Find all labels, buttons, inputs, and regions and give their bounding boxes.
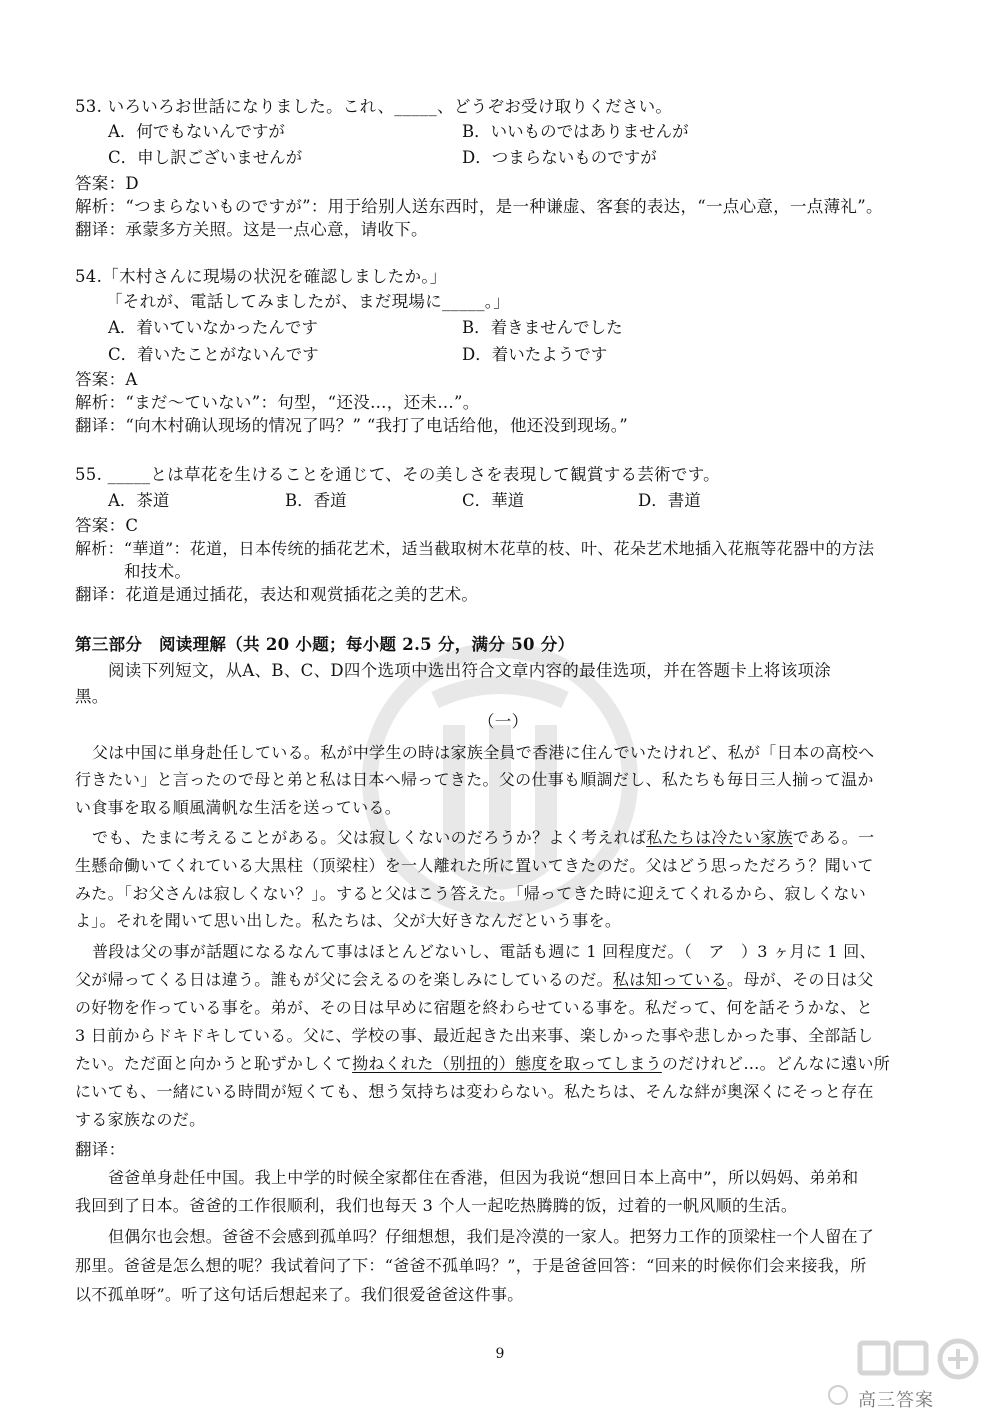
passage-p3-line-7: する家族なのだ。 bbox=[75, 1110, 206, 1129]
q55-answer: 答案：C bbox=[75, 516, 139, 535]
passage-p3-line-2-b: 。母が、その日は父 bbox=[727, 970, 874, 989]
passage-p3-line-5-b: のだけれど…。どんなに遠い所 bbox=[661, 1054, 891, 1073]
q55-option-a: A．茶道 bbox=[108, 491, 170, 510]
passage-p3-line-1: 普段は父の事が話題になるなんて事はほとんどないし、電話も週に 1 回程度だ。（ ア ）3 ヶ月に 1 回、 bbox=[92, 942, 876, 961]
passage-p2-line-4: よ」。それを聞いて思い出した。私たちは、父が大好きなんだという事を。 bbox=[75, 911, 622, 930]
q54-stem-2: 「それが、電話してみましたが、まだ現場に_____。」 bbox=[106, 292, 511, 311]
q53-answer: 答案：D bbox=[75, 174, 139, 193]
q54-stem-1: 54.「木村さんに現場の状況を確認しましたか。」 bbox=[75, 267, 447, 286]
q54-analysis: 解析：“まだ～ていない”：句型，“还没…，还未…”。 bbox=[75, 393, 480, 412]
underlined-phrase-i-know: 私は知っている bbox=[612, 970, 728, 989]
q53-analysis: 解析：“つまらないものですが”：用于给别人送东西时，是一种谦虚、客套的表达，“一点心意，一点薄礼”。 bbox=[75, 197, 883, 216]
q54-option-c: C．着いたことがないんです bbox=[108, 345, 319, 364]
passage-p1-line-3: い食事を取る順風満帆な生活を送っている。 bbox=[75, 798, 402, 817]
q53-option-a: A．何でもないんですが bbox=[108, 122, 285, 141]
q54-option-d: D．着いたようです bbox=[462, 345, 608, 364]
passage-p3-line-3: の好物を作っている事を。弟が、その日は早めに宿題を終わらせている事を。私だって、何を話そうかな、と bbox=[75, 998, 873, 1017]
passage-p3-line-2 bbox=[75, 969, 874, 991]
passage-p3-line-6: にいても、一緒にいる時間が短くても、想う気持ちは変わらない。私たちは、そんな絆が奥深くにそっと存在 bbox=[75, 1082, 874, 1101]
passage-p1-line-1: 父は中国に単身赴任している。私が中学生の時は家族全員で香港に住んでいたけれど、私が「日本の高校へ bbox=[92, 743, 875, 762]
q53-stem: 53. いろいろお世話になりました。これ、_____、どうぞお受け取りください。 bbox=[75, 97, 673, 116]
passage-p3-line-4: 3 日前からドキドキしている。父に、学校の事、最近起きた出来事、楽しかった事や悲しかった事、全部話し bbox=[75, 1026, 874, 1045]
q54-answer: 答案：A bbox=[75, 370, 138, 389]
passage-p2-line-1 bbox=[92, 827, 874, 849]
passage-p3-line-5-a: たい。ただ面と向かうと恥ずかしくて bbox=[75, 1054, 353, 1073]
translation-p2-line-2: 那里。爸爸是怎么想的呢？我试着问了下：“爸爸不孤单吗？”，于是爸爸回答：“回来的时候你们会来接我，所 bbox=[75, 1256, 867, 1275]
q53-option-d: D．つまらないものですが bbox=[462, 148, 657, 167]
part3-heading: 第三部分 阅读理解（共 20 小题；每小题 2.5 分，满分 50 分） bbox=[75, 635, 575, 654]
passage-p2-line-2: 生懸命働いてくれている大黒柱（顶梁柱）を一人離れた所に置いてきたのだ。父はどう思っただろう？聞いて bbox=[75, 856, 874, 875]
q55-stem: 55. _____とは草花を生けることを通じて、その美しさを表現して観賞する芸術です。 bbox=[75, 465, 720, 484]
part3-instruction-line-1: 阅读下列短文，从A、B、C、D四个选项中选出符合文章内容的最佳选项，并在答题卡上将该项涂 bbox=[108, 661, 832, 680]
q53-translation: 翻译：承蒙多方关照。这是一点心意，请收下。 bbox=[75, 220, 428, 239]
q55-translation: 翻译：花道是通过插花，表达和观赏插花之美的艺术。 bbox=[75, 585, 479, 604]
q55-option-b: B．香道 bbox=[285, 491, 347, 510]
translation-p2-line-3: 以不孤单呀”。听了这句话后想起来了。我们很爱爸爸这件事。 bbox=[75, 1285, 524, 1304]
passage-p2-line-1-a: でも、たまに考えることがある。父は寂しくないのだろうか？よく考えれば bbox=[92, 828, 647, 847]
q54-option-a: A．着いていなかったんです bbox=[108, 318, 318, 337]
q54-option-b: B．着きませんでした bbox=[462, 318, 623, 337]
q55-analysis-line-1: 解析：“華道”：花道，日本传统的插花艺术，适当截取树木花草的枝、叶、花朵艺术地插入花瓶等花器中的方法 bbox=[75, 539, 875, 558]
translation-p1-line-1: 爸爸单身赴任中国。我上中学的时候全家都住在香港，但因为我说“想回日本上高中”，所以妈妈、弟弟和 bbox=[108, 1168, 859, 1187]
underlined-phrase-cold-family: 私たちは冷たい家族 bbox=[646, 828, 793, 847]
q55-option-c: C．華道 bbox=[462, 491, 525, 510]
underlined-phrase-awkward-attitude: 拗ねくれた（别扭的）態度を取ってしまう bbox=[352, 1054, 662, 1073]
q54-translation: 翻译：“向木村确认现场的情况了吗？” “我打了电话给他，他还没到现场。” bbox=[75, 416, 629, 435]
part3-instruction-line-2: 黑。 bbox=[75, 687, 109, 706]
q55-option-d: D．書道 bbox=[638, 491, 701, 510]
translation-label: 翻译： bbox=[75, 1140, 126, 1159]
q53-option-b: B．いいものではありませんが bbox=[462, 122, 689, 141]
passage-p2-line-3: みた。「お父さんは寂しくない？」。すると父はこう答えた。「帰ってきた時に迎えてくれるから、寂しくない bbox=[75, 884, 867, 903]
q55-analysis-line-2: 和技术。 bbox=[124, 562, 192, 581]
page-number: 9 bbox=[495, 1346, 505, 1362]
q53-option-c: C．申し訳ございませんが bbox=[108, 148, 303, 167]
section-number: （一） bbox=[478, 712, 529, 731]
passage-p2-line-1-b: である。一 bbox=[792, 828, 875, 847]
translation-p1-line-2: 我回到了日本。爸爸的工作很顺利，我们也每天 3 个人一起吃热腾腾的饭，过着的一帆风顺的生活。 bbox=[75, 1196, 798, 1215]
passage-p1-line-2: 行きたい」と言ったので母と弟と私は日本へ帰ってきた。父の仕事も順調だし、私たちも毎日三人揃って温か bbox=[75, 770, 874, 789]
stamp-text: 高三答案 bbox=[858, 1390, 934, 1411]
passage-p3-line-2-a: 父が帰ってくる日は違う。誰もが父に会えるのを楽しみにしているのだ。 bbox=[75, 970, 613, 989]
translation-p2-line-1: 但偶尔也会想。爸爸不会感到孤单吗？仔细想想，我们是冷漠的一家人。把努力工作的顶梁柱一个人留在了 bbox=[108, 1227, 875, 1246]
passage-p3-line-5 bbox=[75, 1053, 890, 1075]
